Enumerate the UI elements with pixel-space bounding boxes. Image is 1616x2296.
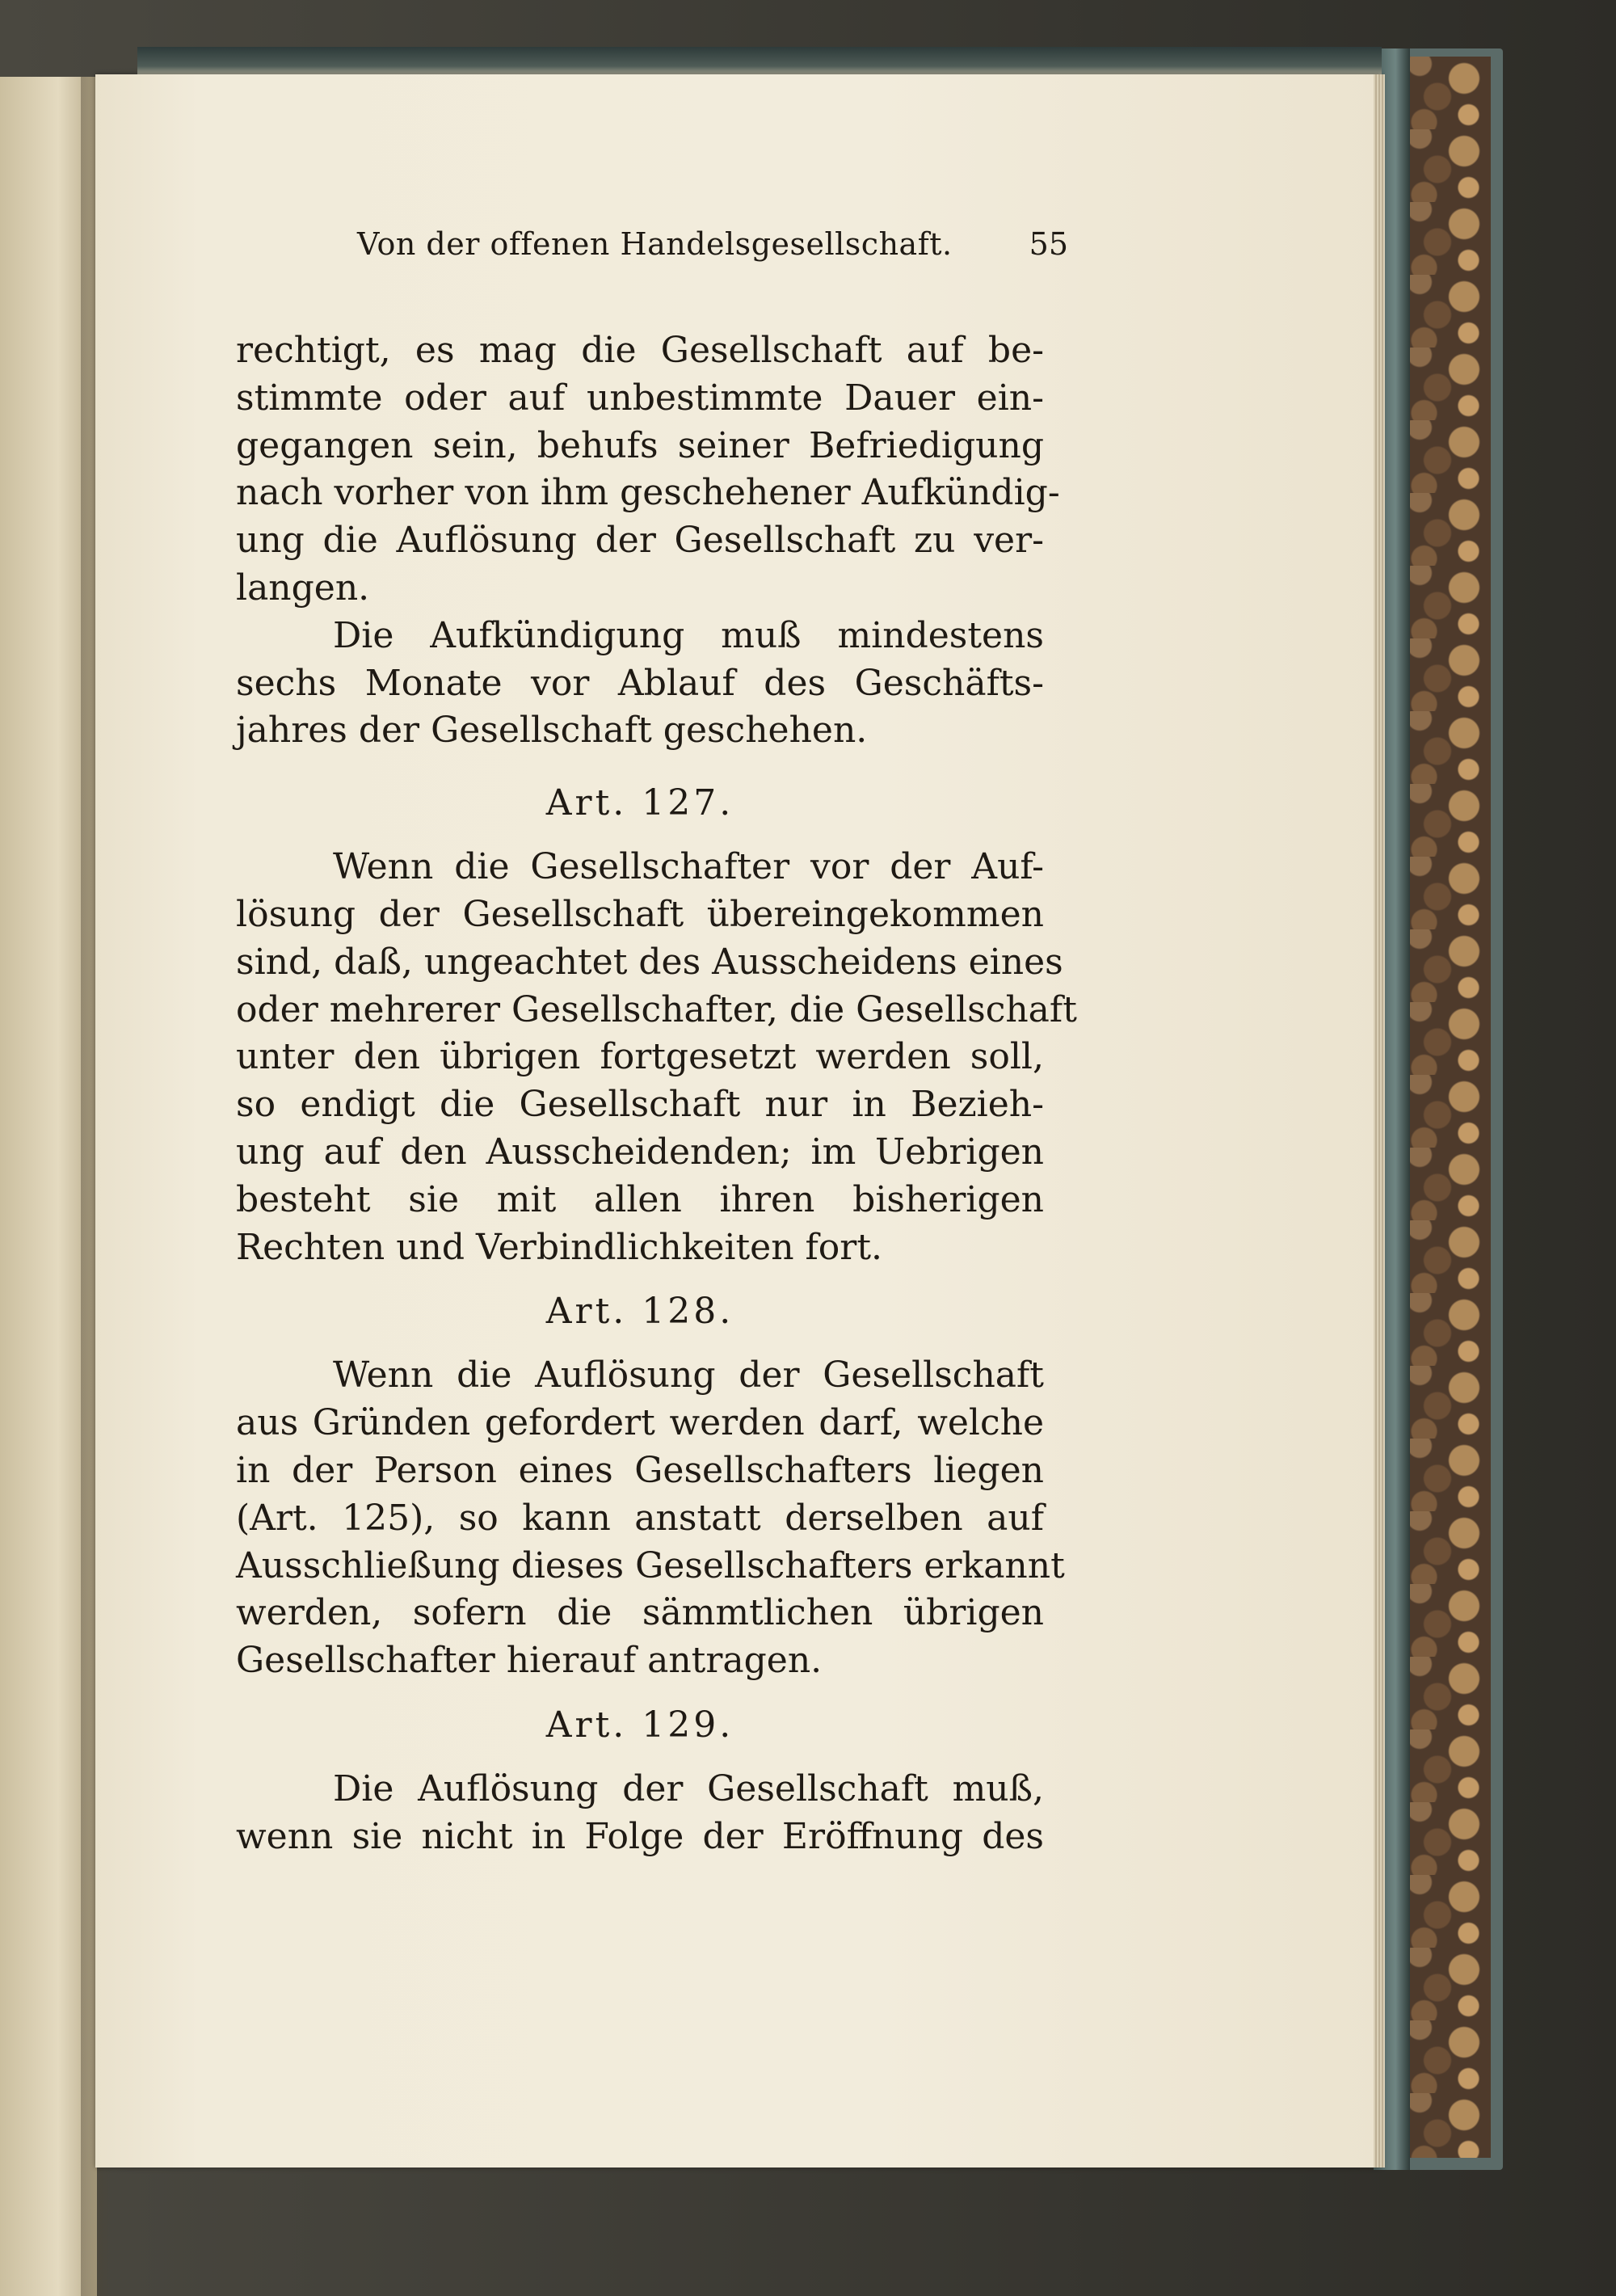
text-line: in der Person eines Gesellschafters liegen: [236, 1449, 1044, 1491]
text-line: lösung der Gesellschaft übereingekommen: [236, 893, 1044, 935]
text-line: aus Gründen gefordert werden darf, welche: [236, 1402, 1044, 1444]
text-line: (Art. 125), so kann anstatt derselben auf: [236, 1497, 1044, 1539]
text-line: sechs Monate vor Ablauf des Geschäfts-: [236, 662, 1044, 704]
text-line: so endigt die Gesellschaft nur in Bezieh-: [236, 1084, 1044, 1126]
text-line: wenn sie nicht in Folge der Eröffnung des: [236, 1815, 1044, 1857]
article-heading: Art. 129.: [545, 1704, 734, 1746]
text-line: Wenn die Gesellschafter vor der Auf-: [333, 846, 1044, 888]
text-line: nach vorher von ihm geschehener Aufkündig-: [236, 472, 1060, 514]
text-line: ung die Auflösung der Gesellschaft zu ver-: [236, 520, 1044, 562]
marbled-cover-edge: [1402, 57, 1491, 2158]
page-header: [236, 226, 1068, 275]
text-line: rechtigt, es mag die Gesellschaft auf be-: [236, 330, 1044, 371]
text-line: Ausschließung dieses Gesellschafters erkannt: [236, 1544, 1065, 1586]
text-line: oder mehrerer Gesellschafter, die Gesellschaft: [236, 988, 1077, 1030]
text-line: Rechten und Verbindlichkeiten fort.: [236, 1226, 882, 1268]
text-line: ung auf den Ausscheidenden; im Uebrigen: [236, 1131, 1044, 1173]
text-line: Gesellschafter hierauf antragen.: [236, 1640, 823, 1682]
article-heading: Art. 128.: [545, 1291, 734, 1333]
running-head: Von der offenen Handelsgesellschaft.: [357, 226, 953, 262]
page-stack-edge: [1374, 74, 1385, 2168]
page-number: 55: [1029, 226, 1068, 262]
text-line: stimmte oder auf unbestimmte Dauer ein-: [236, 377, 1044, 419]
text-line: Die Aufkündigung muß mindestens: [333, 614, 1044, 656]
article-heading: Art. 127.: [545, 782, 734, 824]
text-line: langen.: [236, 567, 370, 609]
text-line: gegangen sein, behufs seiner Befriedigung: [236, 424, 1044, 466]
text-line: werden, sofern die sämmtlichen übrigen: [236, 1592, 1044, 1634]
text-line: Die Auflösung der Gesellschaft muß,: [333, 1767, 1044, 1809]
text-line: jahres der Gesellschaft geschehen.: [236, 710, 868, 752]
text-line: besteht sie mit allen ihren bisherigen: [236, 1178, 1044, 1220]
text-line: Wenn die Auflösung der Gesellschaft: [333, 1354, 1044, 1397]
body-text: [236, 327, 1077, 1861]
text-line: unter den übrigen fortgesetzt werden soll,: [236, 1036, 1044, 1078]
text-line: sind, daß, ungeachtet des Ausscheidens eines: [236, 941, 1063, 983]
